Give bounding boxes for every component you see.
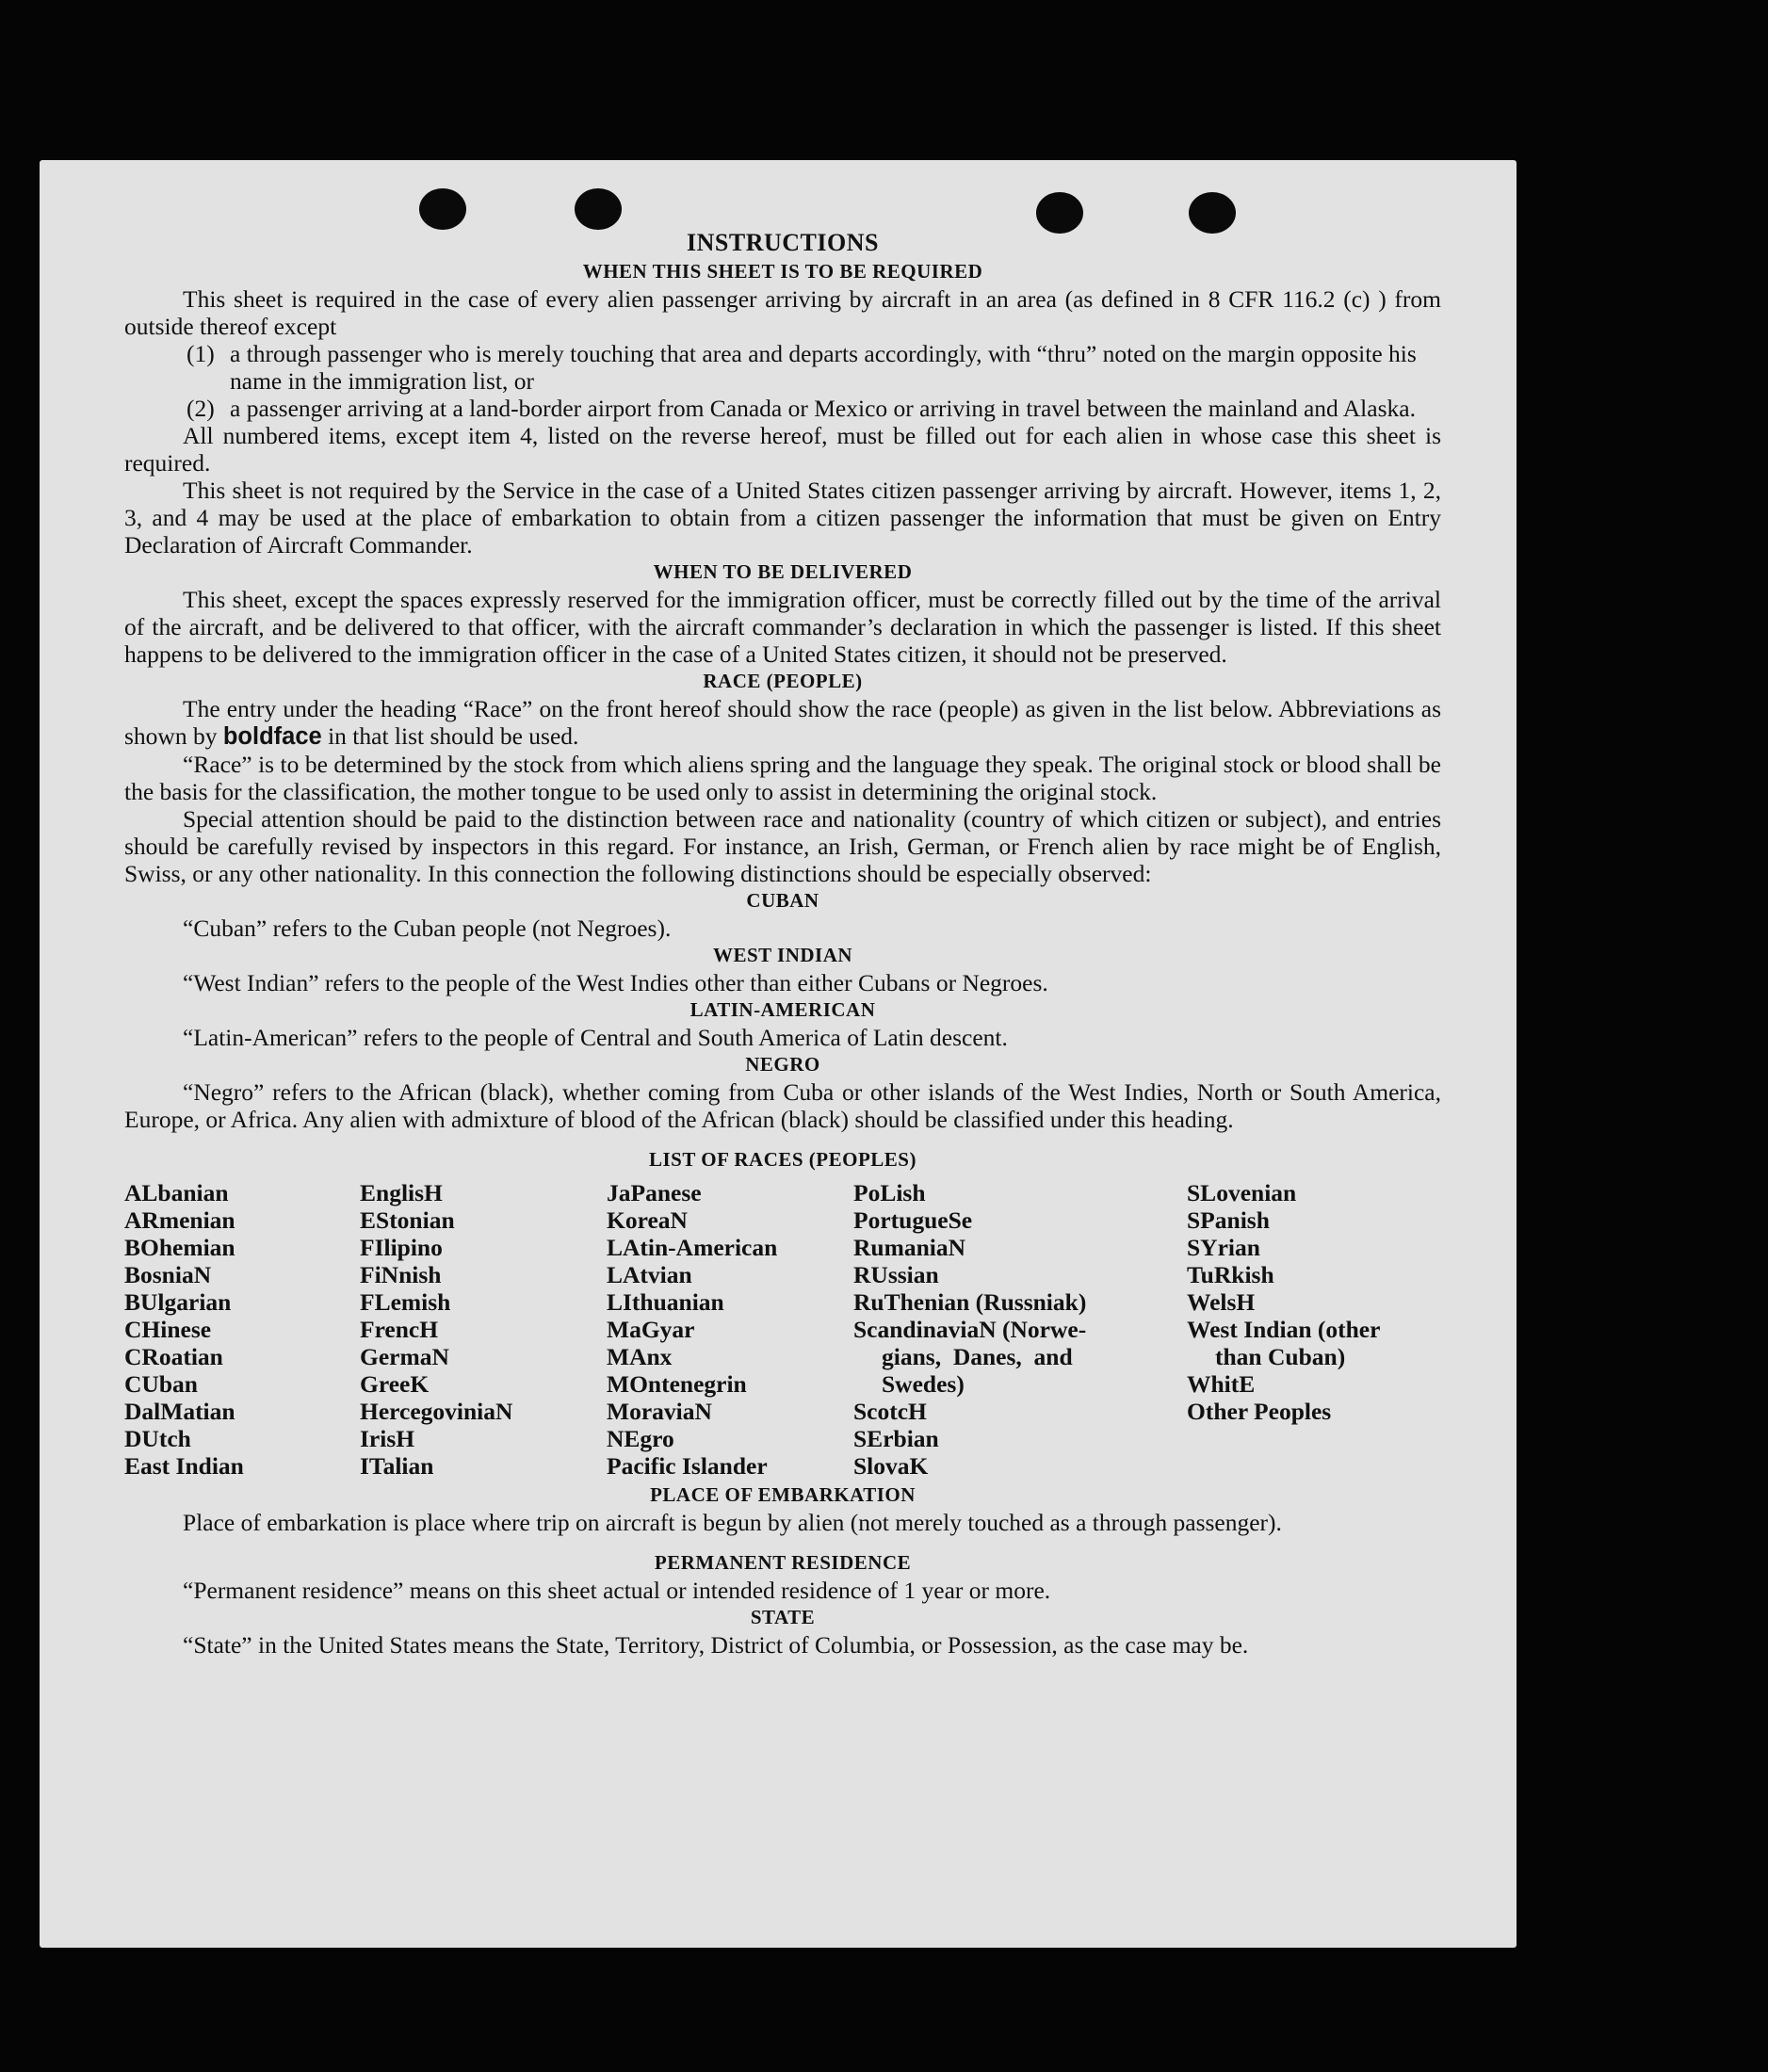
heading-west-indian: WEST INDIAN	[712, 944, 853, 966]
list-item: CUban	[124, 1370, 198, 1398]
races-column-2	[360, 1179, 607, 1480]
list-item: FLemish	[360, 1288, 451, 1316]
list-item: Pacific Islander	[607, 1452, 768, 1480]
list-item: TuRkish	[1187, 1261, 1274, 1288]
item-text: a through passenger who is merely touching that area and departs accordingly, with “thru” noted on the margin opposite his name in the immigration list, or	[230, 340, 1417, 395]
list-item: FiNnish	[360, 1261, 442, 1288]
list-item: NEgro	[607, 1425, 674, 1452]
heading-race: RACE (PEOPLE)	[703, 670, 863, 692]
heading-list-of-races: LIST OF RACES (PEOPLES)	[649, 1148, 916, 1171]
heading-when-required: WHEN THIS SHEET IS TO BE REQUIRED	[582, 260, 983, 283]
list-item: LAtvian	[607, 1261, 692, 1288]
list-item: RumaniaN	[853, 1234, 966, 1261]
list-item: EStonian	[360, 1206, 455, 1234]
punch-hole	[1189, 192, 1236, 234]
list-item: SLovenian	[1187, 1179, 1297, 1206]
west-indian-text: “West Indian” refers to the people of the West Indies other than either Cubans or Negroes.	[183, 969, 1048, 996]
list-item: MoraviaN	[607, 1398, 712, 1425]
list-item: than Cuban)	[1215, 1343, 1346, 1370]
state-text: “State” in the United States means the State, Territory, District of Columbia, or Possession, as the case may be.	[183, 1631, 1249, 1659]
list-item: HercegoviniaN	[360, 1398, 513, 1425]
list-item: ALbanian	[124, 1179, 229, 1206]
item-text: a passenger arriving at a land-border airport from Canada or Mexico or arriving in travel between the mainland and Alaska.	[230, 395, 1416, 422]
heading-latin-american: LATIN-AMERICAN	[689, 998, 876, 1021]
list-item: ITalian	[360, 1452, 434, 1480]
latin-american-text: “Latin-American” refers to the people of Central and South America of Latin descent.	[183, 1024, 1008, 1051]
list-item: MaGyar	[607, 1316, 695, 1343]
exception-item-1	[187, 340, 1441, 395]
list-item: FIlipino	[360, 1234, 443, 1261]
list-item: DalMatian	[124, 1398, 235, 1425]
item-number: (2)	[187, 395, 215, 422]
punch-hole	[1036, 192, 1083, 234]
list-item: CRoatian	[124, 1343, 223, 1370]
list-item: gians, Danes, and	[882, 1343, 1073, 1370]
negro-text: “Negro” refers to the African (black), whether coming from Cuba or other islands of the West Indies, North or South America, Europe, or Africa. Any alien with admixture of blood of the African (black) should be classified under this heading.	[124, 1078, 1441, 1133]
list-item: SPanish	[1187, 1206, 1270, 1234]
punch-hole	[575, 188, 622, 230]
list-item: BosniaN	[124, 1261, 212, 1288]
list-item: PortugueSe	[853, 1206, 973, 1234]
list-item: SlovaK	[853, 1452, 929, 1480]
required-intro: This sheet is required in the case of every alien passenger arriving by aircraft in an area (as defined in 8 CFR 116.2 (c) ) from outside thereof except	[124, 285, 1441, 340]
list-item: BOhemian	[124, 1234, 235, 1261]
race-para-1a: The entry under the heading “Race” on the front hereof should show the race (people) as given in the list below. Abbreviations as shown by	[124, 695, 1441, 750]
heading-when-delivered: WHEN TO BE DELIVERED	[653, 560, 913, 583]
list-item: MAnx	[607, 1343, 673, 1370]
embarkation-text: Place of embarkation is place where trip on aircraft is begun by alien (not merely touched as a through passenger).	[183, 1509, 1282, 1536]
race-para-1	[124, 695, 1441, 751]
list-item: GreeK	[360, 1370, 430, 1398]
list-item: JaPanese	[607, 1179, 702, 1206]
list-item: DUtch	[124, 1425, 191, 1452]
heading-place-of-embarkation: PLACE OF EMBARKATION	[650, 1483, 916, 1506]
list-item: BUlgarian	[124, 1288, 232, 1316]
required-para-2: All numbered items, except item 4, listed on the reverse hereof, must be filled out for each alien in whose case this sheet is required.	[124, 422, 1441, 477]
list-item: PoLish	[853, 1179, 926, 1206]
exception-item-2	[187, 395, 1441, 422]
races-column-3	[607, 1179, 853, 1480]
boldface-word: boldface	[222, 723, 322, 750]
item-number: (1)	[187, 340, 215, 367]
list-item: MOntenegrin	[607, 1370, 747, 1398]
delivered-text: This sheet, except the spaces expressly reserved for the immigration officer, must be correctly filled out by the time of the arrival of the aircraft, and be delivered to that officer, with the aircraft commander’s declaration in which the passenger is listed. If this sheet happens to be delivered to the immigration officer in the case of a United States citizen, it should not be preserved.	[124, 586, 1441, 668]
heading-permanent-residence: PERMANENT RESIDENCE	[654, 1551, 912, 1574]
residence-text: “Permanent residence” means on this sheet actual or intended residence of 1 year or more.	[183, 1577, 1051, 1604]
list-item: East Indian	[124, 1452, 244, 1480]
list-item: FrencH	[360, 1316, 439, 1343]
list-item: IrisH	[360, 1425, 415, 1452]
race-para-3: Special attention should be paid to the distinction between race and nationality (country of which citizen or subject), and entries should be carefully revised by inspectors in this regard. For instance, an Irish, German, or French alien by race might be of English, Swiss, or any other nationality. In this connection the following distinctions should be especially observed:	[124, 805, 1441, 887]
list-item: RuThenian (Russniak)	[853, 1288, 1087, 1316]
cuban-text: “Cuban” refers to the Cuban people (not Negroes).	[183, 915, 672, 942]
punch-hole	[419, 188, 466, 230]
list-item: LAtin-American	[607, 1234, 778, 1261]
instructions-content	[124, 229, 1441, 1659]
races-column-5	[1187, 1179, 1432, 1480]
list-item: SYrian	[1187, 1234, 1260, 1261]
heading-negro: NEGRO	[745, 1053, 820, 1076]
list-item: SErbian	[853, 1425, 939, 1452]
race-para-2: “Race” is to be determined by the stock from which aliens spring and the language they speak. The original stock or blood shall be the basis for the classification, the mother tongue to be used only to assist in determining the original stock.	[124, 751, 1441, 805]
list-item: RUssian	[853, 1261, 939, 1288]
list-item: GermaN	[360, 1343, 449, 1370]
list-item: Swedes)	[882, 1370, 965, 1398]
list-item: CHinese	[124, 1316, 212, 1343]
race-para-1b: in that list should be used.	[328, 722, 579, 750]
races-column-1	[124, 1179, 360, 1480]
required-para-3: This sheet is not required by the Service in the case of a United States citizen passenger arriving by aircraft. However, items 1, 2, 3, and 4 may be used at the place of embarkation to obtain from a citizen passenger the information that must be given on Entry Declaration of Aircraft Commander.	[124, 477, 1441, 558]
races-column-4	[853, 1179, 1187, 1480]
heading-cuban: CUBAN	[746, 889, 819, 912]
races-list	[124, 1179, 1441, 1480]
page-title: INSTRUCTIONS	[687, 229, 879, 256]
heading-state: STATE	[750, 1606, 816, 1628]
list-item: EnglisH	[360, 1179, 443, 1206]
list-item: Other Peoples	[1187, 1398, 1332, 1425]
list-item: WelsH	[1187, 1288, 1256, 1316]
list-item: WhitE	[1187, 1370, 1256, 1398]
list-item: LIthuanian	[607, 1288, 724, 1316]
document-sheet	[40, 160, 1517, 1948]
list-item: ScandinaviaN (Norwe-	[853, 1316, 1087, 1343]
list-item: ScotcH	[853, 1398, 927, 1425]
list-item: ARmenian	[124, 1206, 235, 1234]
list-item: KoreaN	[607, 1206, 688, 1234]
list-item: West Indian (other	[1187, 1316, 1381, 1343]
